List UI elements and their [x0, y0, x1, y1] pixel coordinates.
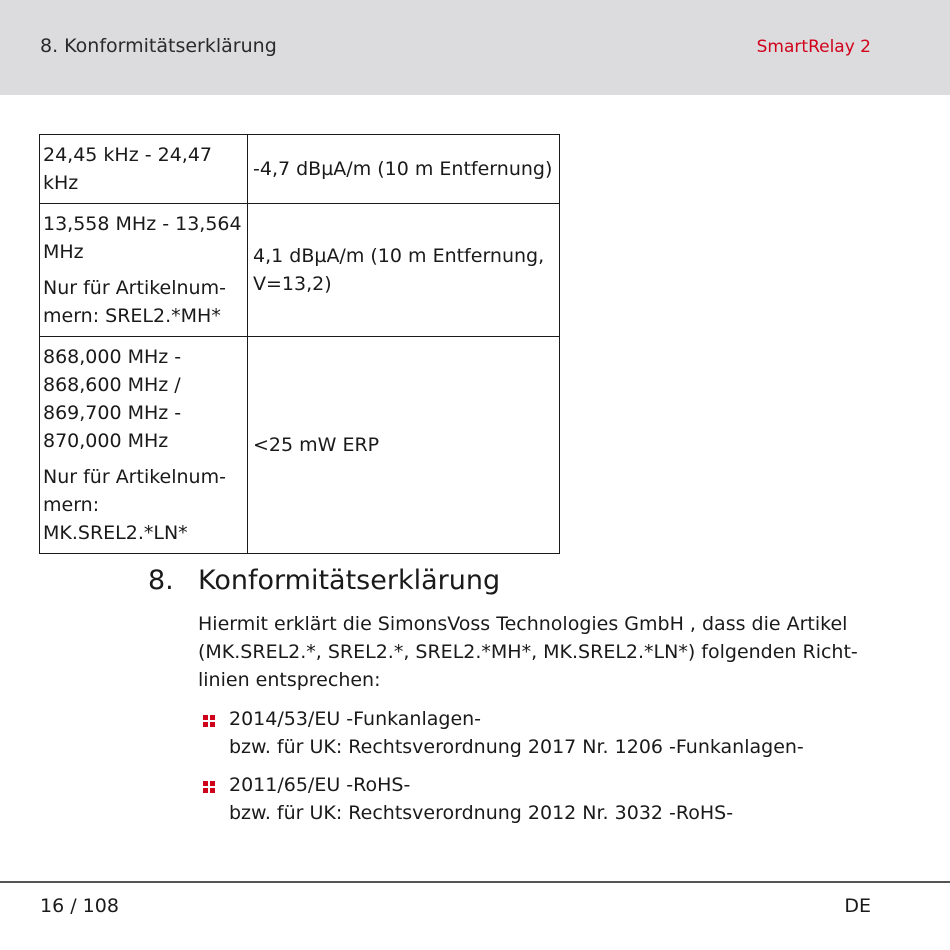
field-strength-value: -4,7 dBµA/m (10 m Entfernung) — [253, 158, 553, 180]
directive-line: 2014/53/EU -Funkanlagen- — [229, 708, 482, 730]
page-number: 16 / 108 — [40, 895, 119, 917]
page-header — [0, 0, 950, 95]
list-item — [198, 771, 733, 827]
table-row — [40, 135, 560, 204]
footer-divider — [0, 881, 950, 883]
list-item — [198, 705, 804, 761]
frequency-cell — [40, 337, 248, 554]
table-row — [40, 204, 560, 337]
value-cell — [248, 135, 560, 204]
section-number: 8. — [148, 565, 174, 596]
directive-line: 2011/65/EU -RoHS- — [229, 774, 411, 796]
value-cell — [248, 204, 560, 337]
uk-regulation-line: bzw. für UK: Rechtsverordnung 2017 Nr. 1206 -Funkanlagen- — [229, 736, 804, 758]
frequency-range: 24,45 kHz - 24,47 kHz — [43, 144, 213, 194]
article-number-note: Nur für Artikelnum-mern: SREL2.*MH* — [43, 277, 226, 327]
bullet-squares-icon — [203, 715, 216, 728]
language-code: DE — [844, 895, 871, 917]
frequency-range: 868,000 MHz - 868,600 MHz / 869,700 MHz - 870,000 MHz — [43, 346, 182, 452]
frequency-range: 13,558 MHz - 13,564 MHz — [43, 213, 242, 263]
section-heading: Konformitätserklärung — [198, 565, 501, 596]
frequency-cell — [40, 204, 248, 337]
frequency-cell — [40, 135, 248, 204]
power-value: <25 mW ERP — [253, 434, 380, 456]
field-strength-value: 4,1 dBµA/m (10 m Entfernung, V=13,2) — [253, 245, 545, 295]
header-product-name: SmartRelay 2 — [756, 37, 871, 57]
article-number-note: Nur für Artikelnum-mern: MK.SREL2.*LN* — [43, 466, 226, 544]
value-cell — [248, 337, 560, 554]
header-section-title: 8. Konformitätserklärung — [40, 35, 277, 57]
section-intro: Hiermit erklärt die SimonsVoss Technologies GmbH , dass die Artikel (MK.SREL2.*, SREL2.*, SREL2.*MH*, MK.SREL2.*LN*) folgenden Richt-linien entsprechen: — [198, 613, 858, 691]
frequency-table — [39, 134, 560, 554]
table-row — [40, 337, 560, 554]
bullet-squares-icon — [203, 781, 216, 794]
uk-regulation-line: bzw. für UK: Rechtsverordnung 2012 Nr. 3032 -RoHS- — [229, 802, 734, 824]
